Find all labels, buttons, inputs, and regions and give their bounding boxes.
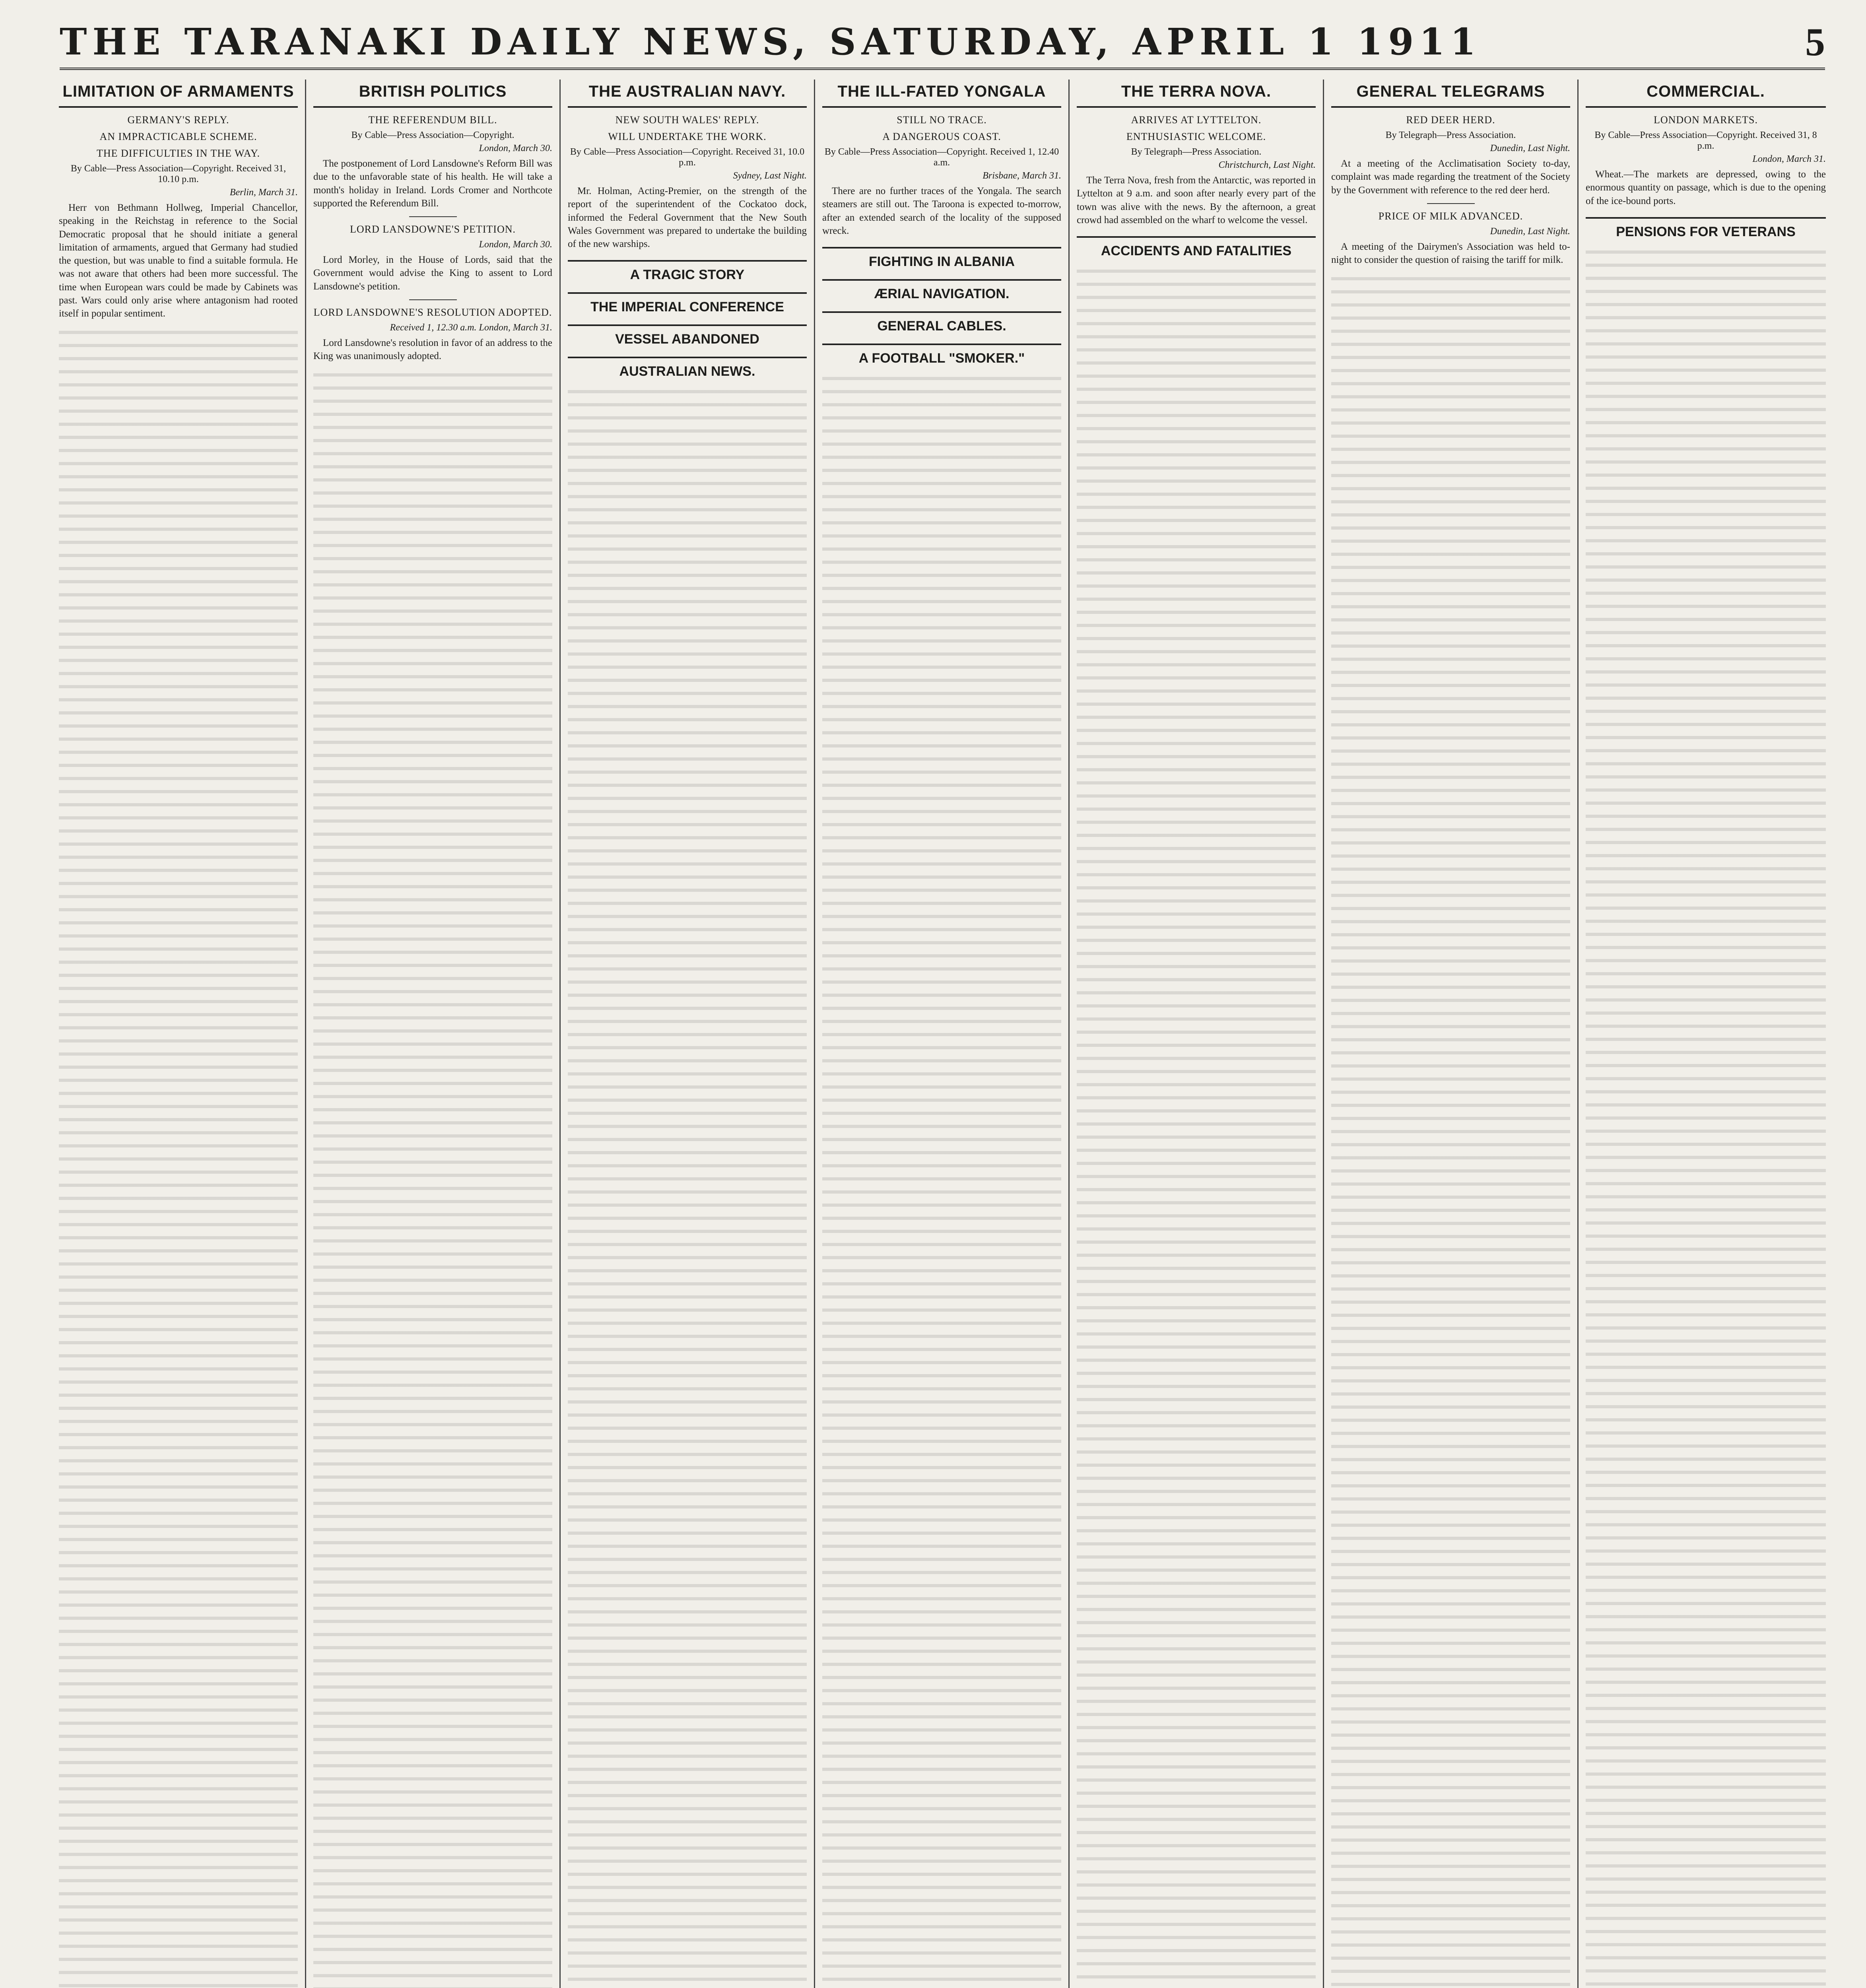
masthead-title: THE TARANAKI DAILY NEWS, SATURDAY, APRIL 1 1911: [60, 20, 1482, 63]
story-subhead: AN IMPRACTICABLE SCHEME.: [99, 131, 257, 142]
article-text-block: [313, 368, 552, 1988]
column-1: [52, 80, 306, 1988]
story-subhead: RED DEER HERD.: [1406, 114, 1495, 126]
story-dateline: Sydney, Last Night.: [733, 171, 807, 181]
story-subhead: LONDON MARKETS.: [1654, 114, 1758, 126]
story-byline: By Cable—Press Association—Copyright. Received 31, 10.10 p.m.: [70, 163, 286, 184]
column-3: [561, 80, 815, 1988]
section-heading: ACCIDENTS AND FATALITIES: [1101, 243, 1292, 258]
story-subhead: THE DIFFICULTIES IN THE WAY.: [96, 148, 260, 159]
section-rule: [568, 292, 807, 294]
story-subhead: LORD LANSDOWNE'S RESOLUTION ADOPTED.: [313, 306, 552, 318]
story-divider: [1427, 203, 1475, 204]
story-dateline: Received 1, 12.30 a.m. London, March 31.: [390, 322, 552, 333]
section-heading: THE IMPERIAL CONFERENCE: [590, 299, 784, 315]
column-heading: LIMITATION OF ARMAMENTS: [59, 80, 298, 108]
column-heading: COMMERCIAL.: [1586, 80, 1826, 108]
section-rule: [822, 311, 1061, 313]
section-heading: GENERAL CABLES.: [877, 318, 1006, 334]
article-text-block: [1586, 245, 1826, 1988]
column-5: [1070, 80, 1324, 1988]
story-body: Mr. Holman, Acting-Premier, on the strength of the report of the superintendent of the Cockatoo dock, informed the Federal Government that the New South Wales Government was prepared to undertake the building of the new warships.: [568, 186, 807, 249]
article-text-block: [822, 372, 1061, 1988]
column-heading: BRITISH POLITICS: [313, 80, 552, 108]
column-7: [1579, 80, 1833, 1988]
section-heading: ÆRIAL NAVIGATION.: [874, 286, 1010, 301]
story-subhead: LORD LANSDOWNE'S PETITION.: [350, 223, 516, 235]
story-body: There are no further traces of the Yongala. The search steamers are still out. The Taroona is expected to-morrow, after an extended search of the locality of the supposed wreck.: [822, 186, 1061, 236]
section-rule: [1586, 217, 1826, 219]
column-4: [815, 80, 1070, 1988]
story-byline: By Telegraph—Press Association.: [1131, 147, 1262, 157]
story-dateline: Brisbane, March 31.: [983, 171, 1061, 181]
story-body: A meeting of the Dairymen's Association was held to-night to consider the question of raising the tariff for milk.: [1331, 241, 1570, 265]
story-subhead: WILL UNDERTAKE THE WORK.: [608, 131, 767, 142]
story-byline: By Cable—Press Association—Copyright. Received 31, 10.0 p.m.: [570, 147, 805, 168]
section-rule: [568, 260, 807, 262]
story-dateline: London, March 30.: [479, 239, 552, 250]
story-body: The postponement of Lord Lansdowne's Reform Bill was due to the unfavorable state of his health. He will take a month's holiday in Ireland. Lords Cromer and Northcote supported the Referendum Bill.: [313, 158, 552, 209]
story-subhead: PRICE OF MILK ADVANCED.: [1378, 210, 1523, 222]
section-heading: VESSEL ABANDONED: [615, 332, 759, 347]
column-6: [1324, 80, 1579, 1988]
story-dateline: Christchurch, Last Night.: [1218, 160, 1316, 170]
story-subhead: NEW SOUTH WALES' REPLY.: [615, 114, 759, 126]
story-subhead: A DANGEROUS COAST.: [882, 131, 1001, 142]
story-dateline: Berlin, March 31.: [229, 187, 298, 198]
story-subhead: ENTHUSIASTIC WELCOME.: [1126, 131, 1266, 142]
page-number: 5: [1805, 19, 1825, 64]
section-rule: [568, 324, 807, 326]
section-rule: [822, 279, 1061, 281]
story-dateline: London, March 31.: [1752, 154, 1826, 164]
story-body: Herr von Bethmann Hollweg, Imperial Chancellor, speaking in the Reichstag in reference to the Social Democratic proposal that he should initiate a general limitation of armaments, argued that Germany had studied the question, but was unable to find a suitable formula. He was not aware that others had been more successful. The time when European wars could be made by Cabinets was past. Wars could only arise where antagonism had rooted itself in popular sentiment.: [59, 202, 298, 319]
article-text-block: [568, 385, 807, 1988]
story-body: Lord Lansdowne's resolution in favor of an address to the King was unanimously adopted.: [313, 337, 552, 361]
story-subhead: ARRIVES AT LYTTELTON.: [1131, 114, 1262, 126]
section-rule: [1077, 236, 1316, 238]
story-subhead: GERMANY'S REPLY.: [127, 114, 229, 126]
section-rule: [822, 247, 1061, 248]
story-byline: By Cable—Press Association—Copyright. Received 31, 8 p.m.: [1594, 130, 1817, 151]
section-rule: [568, 357, 807, 358]
story-dateline: London, March 30.: [479, 143, 552, 153]
section-heading: AUSTRALIAN NEWS.: [619, 364, 755, 379]
story-subhead: THE REFERENDUM BILL.: [368, 114, 497, 126]
article-text-block: [59, 326, 298, 1988]
story-dateline: Dunedin, Last Night.: [1490, 143, 1570, 153]
article-text-block: [1331, 272, 1570, 1988]
story-divider: [409, 216, 457, 217]
masthead: [60, 16, 1825, 70]
section-heading: A FOOTBALL "SMOKER.": [858, 351, 1025, 366]
story-subhead: STILL NO TRACE.: [897, 114, 987, 126]
section-heading: PENSIONS FOR VETERANS: [1616, 224, 1796, 239]
news-columns: [52, 80, 1833, 1988]
section-heading: A TRAGIC STORY: [630, 267, 745, 283]
column-2: [306, 80, 561, 1988]
story-body: At a meeting of the Acclimatisation Society to-day, complaint was made regarding the treatment of the Society by the Government with reference to the red deer herd.: [1331, 158, 1570, 196]
article-text-block: [1077, 264, 1316, 1988]
column-heading: THE ILL-FATED YONGALA: [822, 80, 1061, 108]
story-body: Wheat.—The markets are depressed, owing to the enormous quantity on passage, which is due to the opening of the ice-bound ports.: [1586, 169, 1826, 206]
section-heading: FIGHTING IN ALBANIA: [868, 254, 1015, 269]
column-heading: GENERAL TELEGRAMS: [1331, 80, 1570, 108]
column-heading: THE AUSTRALIAN NAVY.: [568, 80, 807, 108]
column-heading: THE TERRA NOVA.: [1077, 80, 1316, 108]
story-byline: By Telegraph—Press Association.: [1385, 130, 1516, 140]
story-dateline: Dunedin, Last Night.: [1490, 226, 1570, 237]
story-body: The Terra Nova, fresh from the Antarctic, was reported in Lyttelton at 9 a.m. and soon after nearly every part of the town was alive with the news. By the afternoon, a great crowd had assembled on the wharf to welcome the vessel.: [1077, 175, 1316, 225]
story-divider: [409, 299, 457, 300]
story-body: Lord Morley, in the House of Lords, said that the Government would advise the King to assent to Lord Lansdowne's petition.: [313, 254, 552, 292]
section-rule: [822, 344, 1061, 345]
story-byline: By Cable—Press Association—Copyright. Received 1, 12.40 a.m.: [824, 147, 1059, 168]
story-byline: By Cable—Press Association—Copyright.: [351, 130, 515, 140]
